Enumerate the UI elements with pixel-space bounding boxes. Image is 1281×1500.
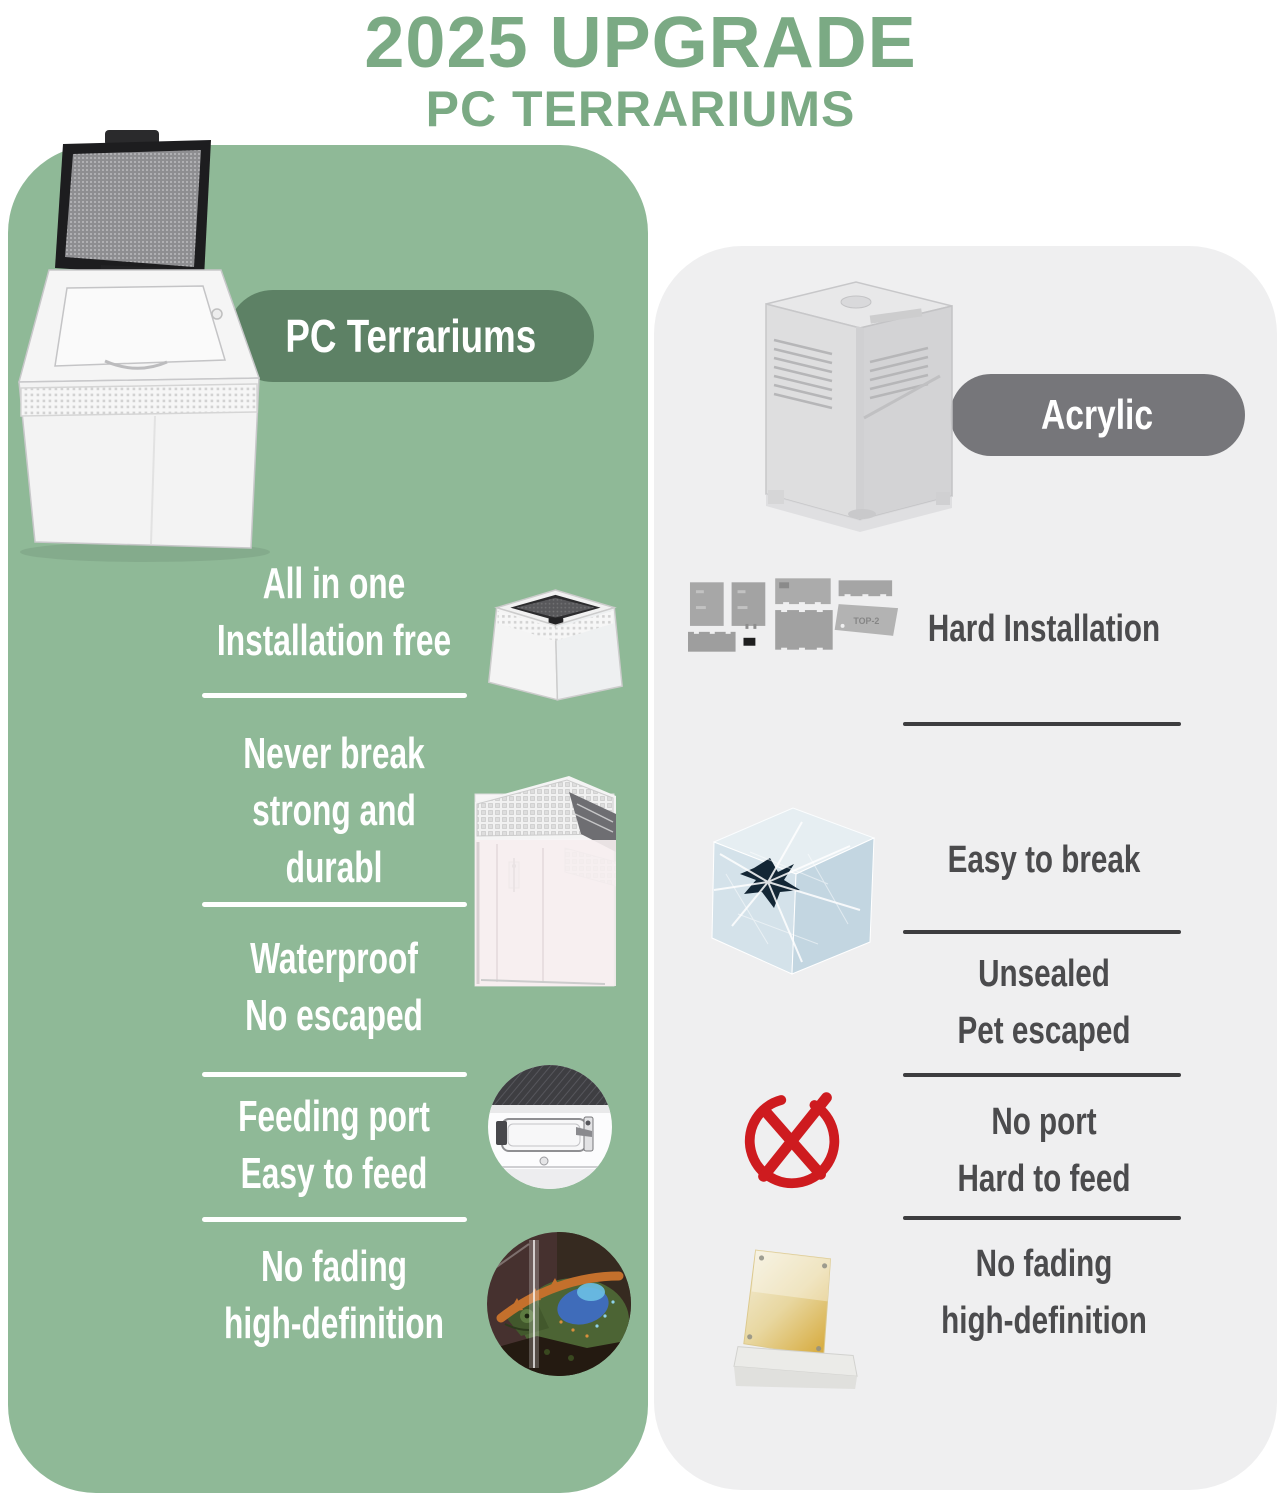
feature-line: Hard to feed bbox=[957, 1158, 1131, 1200]
divider bbox=[202, 902, 467, 907]
feature-line: durabl bbox=[285, 843, 383, 892]
parts-label: TOP-2 bbox=[853, 615, 880, 626]
divider bbox=[903, 722, 1181, 726]
pc-terrariums-badge-label: PC Terrariums bbox=[285, 310, 536, 362]
feature-line: high-definition bbox=[224, 1299, 444, 1348]
feature-line: No fading bbox=[975, 1243, 1113, 1285]
feature-line: Waterproof bbox=[250, 934, 418, 983]
page-subtitle: PC TERRARIUMS bbox=[425, 81, 856, 137]
feature-line: All in one bbox=[262, 559, 406, 608]
feature-no-port bbox=[844, 1094, 1244, 1208]
feature-line: Easy to break bbox=[947, 839, 1141, 881]
feature-line: Unsealed bbox=[978, 953, 1110, 995]
feeding-port-closeup-photo bbox=[488, 1065, 612, 1189]
feature-all-in-one bbox=[134, 555, 534, 669]
divider bbox=[903, 1073, 1181, 1077]
acrylic-badge-label: Acrylic bbox=[1041, 391, 1154, 438]
feature-feeding-port bbox=[134, 1088, 534, 1202]
divider bbox=[202, 693, 467, 698]
acrylic-badge bbox=[950, 374, 1245, 456]
feature-line: Hard Installation bbox=[927, 608, 1161, 650]
divider bbox=[202, 1217, 467, 1222]
red-cross-icon bbox=[736, 1078, 854, 1196]
shattered-cube-photo bbox=[698, 794, 888, 978]
feature-line: No port bbox=[991, 1101, 1097, 1143]
acrylic-terrarium-photo bbox=[748, 268, 970, 533]
divider bbox=[903, 1216, 1181, 1220]
feature-line: Never break bbox=[243, 729, 425, 778]
feature-line: Feeding port bbox=[238, 1092, 430, 1141]
divider bbox=[202, 1072, 467, 1077]
chameleon-through-panel-photo bbox=[487, 1232, 631, 1376]
yellowed-acrylic-frame-photo bbox=[731, 1244, 864, 1402]
page-title: 2025 UPGRADE bbox=[364, 3, 917, 83]
feature-no-fading-left bbox=[134, 1238, 534, 1352]
feature-line: No fading bbox=[260, 1242, 408, 1291]
feature-line: Installation free bbox=[216, 616, 452, 665]
feature-no-fading-right bbox=[844, 1236, 1244, 1350]
feature-line: high-definition bbox=[941, 1300, 1147, 1342]
pc-terrarium-closed-photo bbox=[477, 578, 629, 704]
feature-line: Easy to feed bbox=[240, 1149, 428, 1198]
feature-line: strong and bbox=[252, 786, 416, 835]
durable-corner-closeup-photo bbox=[473, 774, 616, 988]
feature-unsealed bbox=[844, 946, 1244, 1060]
divider bbox=[903, 930, 1181, 934]
pc-terrarium-open-lid-photo bbox=[5, 128, 305, 568]
feature-easy-to-break bbox=[844, 832, 1244, 889]
acrylic-flat-parts-photo bbox=[688, 576, 906, 656]
feature-line: No escaped bbox=[245, 991, 423, 1040]
feature-line: Pet escaped bbox=[957, 1010, 1131, 1052]
